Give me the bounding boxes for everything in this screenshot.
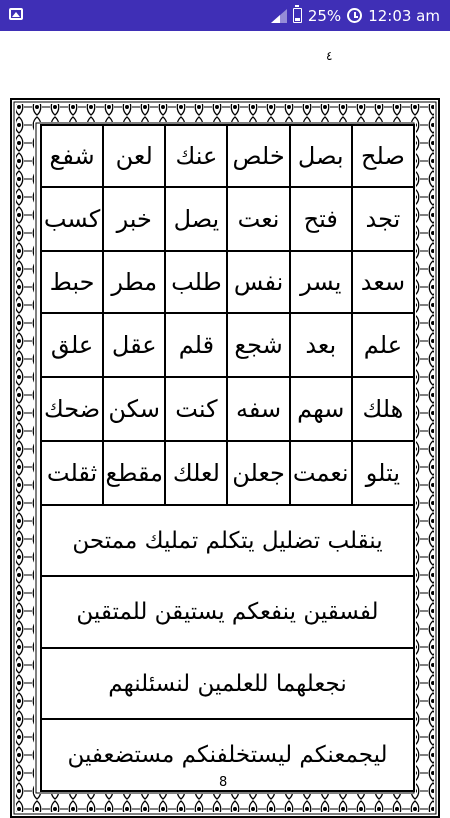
grid-cell: خبر (102, 188, 164, 250)
letters-frame (40, 124, 415, 792)
grid-cell: سفه (226, 378, 288, 440)
grid-cell: قلم (164, 314, 226, 376)
grid-cell: جعلن (226, 442, 288, 504)
grid-row-4 (42, 314, 413, 378)
grid-cell: هلك (351, 378, 413, 440)
grid-cell: عنك (164, 126, 226, 186)
grid-cell: مقطع (102, 442, 164, 504)
word-line-1 (42, 506, 413, 577)
grid-cell: كنت (164, 378, 226, 440)
grid-cell: نعت (226, 188, 288, 250)
grid-cell: علم (351, 314, 413, 376)
grid-row-6 (42, 442, 413, 506)
grid-row-1 (42, 126, 413, 188)
grid-cell: لعن (102, 126, 164, 186)
alarm-clock-icon (347, 8, 362, 23)
word-line-text: ينقلب تضليل يتكلم تمليك ممتحن (72, 527, 383, 554)
word-line-text: نجعلهما للعلمين لنسئلنهم (108, 670, 347, 697)
grid-cell: فتح (289, 188, 351, 250)
grid-cell: تجد (351, 188, 413, 250)
clock-time: 12:03 am (368, 6, 440, 25)
grid-cell: سعد (351, 252, 413, 312)
word-line-2 (42, 577, 413, 649)
grid-cell: عقل (102, 314, 164, 376)
grid-cell: نفس (226, 252, 288, 312)
grid-cell: ثقلت (46, 459, 98, 487)
grid-cell: ضحك (44, 395, 101, 423)
top-mark: ٤ (326, 49, 333, 63)
status-bar (0, 0, 450, 31)
grid-cell: صلح (351, 126, 413, 186)
grid-cell: مطر (102, 252, 164, 312)
grid-cell: شجع (226, 314, 288, 376)
grid-cell: سكن (102, 378, 164, 440)
grid-cell: بصل (289, 126, 351, 186)
grid-cell: شفع (49, 142, 95, 170)
page-number: 8 (216, 775, 230, 790)
grid-row-5 (42, 378, 413, 442)
status-right (271, 0, 440, 31)
grid-cell: سهم (289, 378, 351, 440)
battery-percent: 25% (307, 6, 342, 25)
grid-cell: يتلو (351, 442, 413, 504)
grid-cell: خلص (226, 126, 288, 186)
grid-cell: علق (50, 331, 94, 359)
grid-cell: يسر (289, 252, 351, 312)
word-line-3 (42, 649, 413, 720)
word-line-text: لفسقين ينفعكم يستيقن للمتقين (76, 599, 379, 625)
image-notification-icon (9, 8, 23, 20)
quran-qaida-page (0, 31, 450, 800)
grid-cell: كسب (43, 205, 101, 233)
grid-row-2 (42, 188, 413, 252)
grid-cell: حبط (49, 268, 95, 296)
grid-cell: نعمت (289, 442, 351, 504)
grid-cell: لعلك (164, 442, 226, 504)
signal-icon (271, 9, 287, 23)
grid-row-3 (42, 252, 413, 314)
grid-cell: طلب (164, 252, 226, 312)
grid-cell: يصل (164, 188, 226, 250)
battery-icon (293, 8, 302, 23)
grid-cell: بعد (289, 314, 351, 376)
word-line-text: ليجمعنكم ليستخلفنكم مستضعفين (67, 742, 388, 768)
